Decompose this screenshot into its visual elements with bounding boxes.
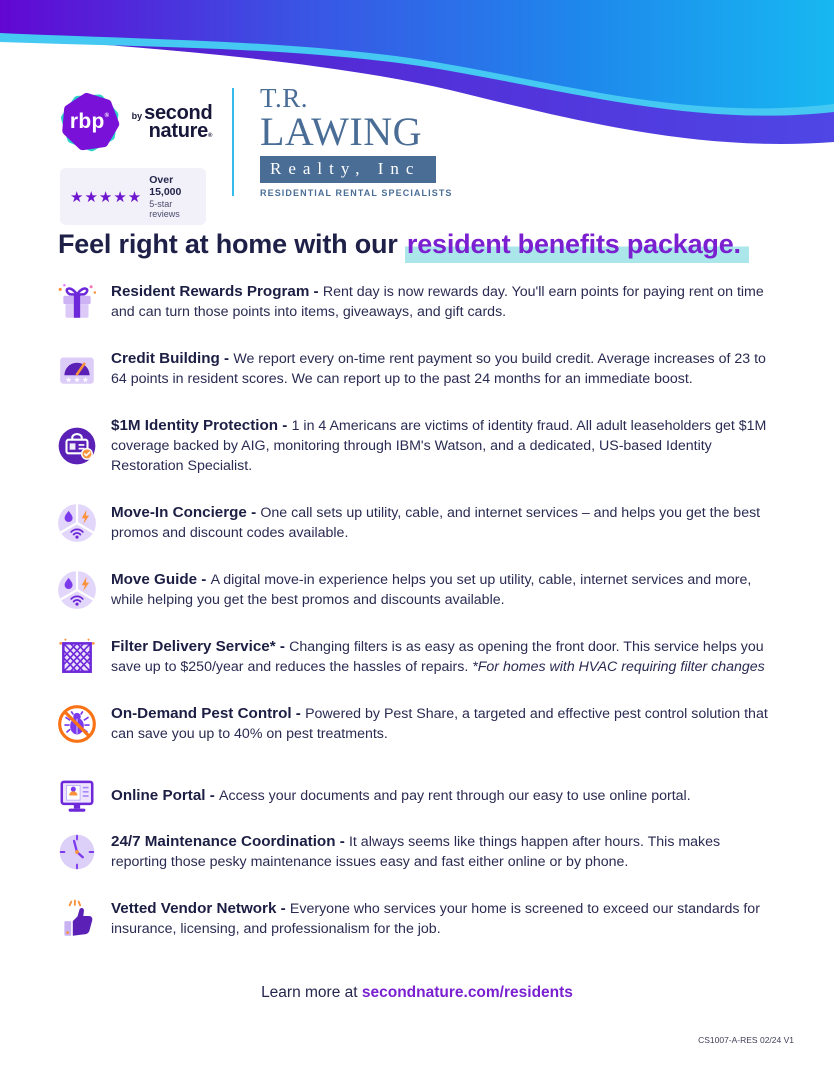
benefit-item	[56, 415, 780, 477]
filter-lattice-icon	[56, 636, 98, 678]
rbp-logo-mark-icon	[54, 86, 126, 158]
benefit-title: $1M Identity Protection -	[111, 417, 292, 434]
second-nature-link[interactable]: secondnature.com/residents	[361, 984, 573, 1001]
benefit-description: 1 in 4 Americans are victims of identity fraud. All adult leaseholders get $1M coverage backed by AIG, monitoring through IBM's Watson, and a dedicated, US-based Identity Restoration Specialist.	[111, 418, 767, 474]
benefit-description: We report every on-time rent payment so you build credit. Average increases of 23 to 64 points in resident scores. We can report up to the past 24 months for an immediate boost.	[111, 351, 766, 387]
benefit-item	[56, 703, 780, 745]
rbp-logo-text: rbp	[69, 110, 105, 133]
benefit-title: Online Portal -	[111, 786, 220, 804]
trl-realty-bar: Realty, Inc	[260, 156, 436, 183]
benefit-item	[56, 281, 780, 323]
nature-registered-mark: ®	[207, 133, 213, 139]
pest-control-icon	[56, 703, 98, 745]
learn-more-prefix: Learn more at	[261, 984, 362, 1001]
utilities-pie-icon	[56, 502, 98, 544]
credit-gauge-icon	[56, 348, 98, 390]
reviews-count: Over 15,000	[149, 174, 182, 198]
identity-shield-icon	[56, 425, 98, 467]
benefit-footnote: *For homes with HVAC requiring filter changes	[468, 658, 765, 675]
benefit-description: It always seems like things happen after hours. This makes reporting those pesky maintenance issues easy and fast either online or by phone.	[111, 833, 721, 870]
benefit-description: A digital move-in experience helps you set up utility, cable, internet services and more, while helping you get the best promos and discounts available.	[111, 571, 752, 608]
benefit-description: One call sets up utility, cable, and internet services – and helps you get the best promos and discount codes available.	[111, 504, 761, 541]
benefit-description: Access your documents and pay rent through our easy to use online portal.	[219, 787, 691, 804]
logo-divider	[232, 88, 234, 196]
benefit-description: Powered by Pest Share, a targeted and effective pest control solution that can save you up to 40% on pest treatments.	[111, 705, 768, 742]
benefit-title: 24/7 Maintenance Coordination -	[111, 832, 349, 850]
benefit-item	[56, 775, 780, 817]
benefit-description: Rent day is now rewards day. You'll earn points for paying rent on time and can turn those points into items, giveaways, and gift cards.	[111, 284, 764, 320]
trl-name: LAWING	[260, 108, 422, 154]
utilities-pie-icon	[56, 569, 98, 611]
benefit-item	[56, 898, 780, 940]
benefit-title: Filter Delivery Service* -	[111, 637, 290, 655]
trl-tagline: RESIDENTIAL RENTAL SPECIALISTS	[260, 187, 453, 198]
trl-initials: T.R.	[260, 83, 308, 113]
online-portal-icon	[56, 775, 98, 817]
second-nature-wordmark	[131, 101, 213, 142]
learn-more-line	[0, 984, 834, 1002]
headline-highlight: resident benefits package.	[405, 229, 749, 263]
benefit-title: Credit Building -	[111, 350, 234, 368]
benefit-item	[56, 636, 780, 678]
benefit-description: Changing filters is as easy as opening the front door. This service helps you save up to $250/year and reduces the hassles of repairs.	[111, 638, 764, 675]
five-stars-icon: ★★★★★	[70, 188, 143, 206]
tr-lawing-logo	[260, 83, 453, 198]
gift-icon	[56, 281, 98, 323]
benefits-list	[56, 281, 780, 965]
benefit-item	[56, 348, 780, 390]
benefit-description: Everyone who services your home is screened to exceed our standards for insurance, licensing, and professionalism for the job.	[111, 900, 760, 937]
thumbs-up-icon	[56, 898, 98, 940]
benefit-title: Move-In Concierge -	[111, 503, 261, 521]
benefit-item	[56, 831, 780, 873]
by-label: by	[131, 110, 143, 121]
benefit-title: Vetted Vendor Network -	[111, 899, 290, 917]
benefit-title: On-Demand Pest Control -	[111, 704, 306, 722]
headline-prefix: Feel right at home with our	[58, 229, 405, 259]
rbp-second-nature-logo	[58, 86, 213, 225]
logo-row	[58, 83, 453, 225]
reviews-caption: 5-star reviews	[149, 199, 180, 219]
brand-word-second: second	[144, 101, 213, 124]
benefit-title: Move Guide -	[111, 570, 211, 588]
brand-word-nature: nature	[148, 120, 208, 142]
benefit-item	[56, 502, 780, 544]
document-code: CS1007-A-RES 02/24 V1	[698, 1035, 794, 1045]
reviews-badge	[60, 168, 206, 225]
page-title	[58, 229, 798, 260]
benefit-title: Resident Rewards Program -	[111, 283, 323, 301]
clock-icon	[56, 831, 98, 873]
rbp-registered-mark: ®	[104, 113, 110, 119]
benefit-item	[56, 569, 780, 611]
